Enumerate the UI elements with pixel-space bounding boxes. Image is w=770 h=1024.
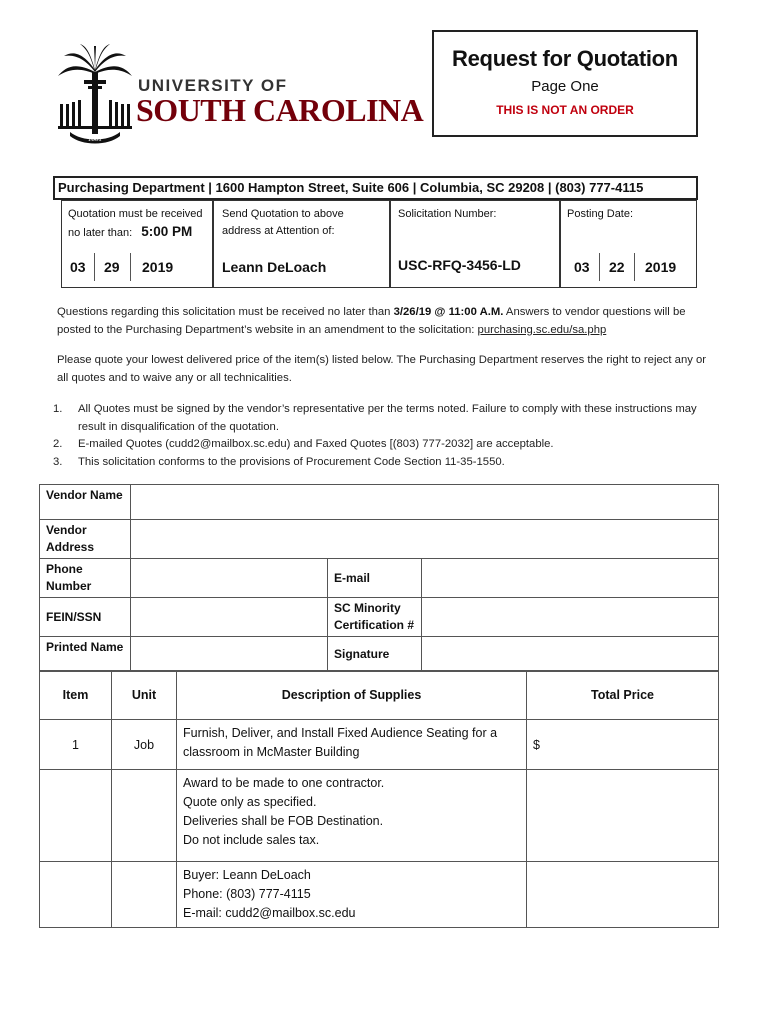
solicitation-number: USC-RFQ-3456-LD [398,257,521,273]
vendor-address-field[interactable] [131,520,719,559]
buyer-email: E-mail: cudd2@mailbox.sc.edu [183,906,356,920]
fein-field[interactable] [131,598,328,637]
header-item: Item [40,671,112,720]
buyer-contact [177,862,527,928]
fein-label: FEIN/SSN [40,598,131,637]
posting-date-box [560,200,697,288]
quote-instructions: Please quote your lowest delivered price of the item(s) listed below. The Purchasing Department reserves the right to reject any or all quotes and to waive any or all technicalities. [57,354,707,384]
row-description: Furnish, Deliver, and Install Fixed Audience Seating for a classroom in McMaster Building [177,720,527,770]
posting-month: 03 [574,259,590,275]
not-an-order-note: THIS IS NOT AN ORDER [496,103,634,117]
terms-list [53,401,713,471]
header-description: Description of Supplies [177,671,527,720]
header-unit: Unit [112,671,177,720]
posting-day: 22 [609,259,625,275]
table-row [40,770,719,862]
posting-year: 2019 [645,259,677,275]
vendor-address-label: Vendor Address [40,520,131,559]
rfq-page-label: Page One [531,78,599,95]
rfq-title: Request for Quotation [452,46,678,71]
supplies-table [39,670,719,928]
list-item: 3. This solicitation conforms to the provisions of Procurement Code Section 11-35-1550. [53,455,505,468]
printed-name-field[interactable] [131,637,328,672]
list-item: 1. All Quotes must be signed by the vendor’s representative per the terms noted. Failure to comply with these instructions may result in disqualification of the quotation. [53,403,697,433]
palmetto-tree-icon [56,42,136,146]
row-unit: Job [112,720,177,770]
purchasing-website-link[interactable]: purchasing.sc.edu/sa.php [477,323,607,336]
buyer-name: Buyer: Leann DeLoach [183,868,311,882]
minority-cert-field[interactable] [422,598,719,637]
vendor-name-label: Vendor Name [40,485,131,520]
logo-south-carolina: SOUTH CAROLINA [136,92,424,128]
email-field[interactable] [422,559,719,598]
header-total-price: Total Price [527,671,719,720]
attention-label-2: address at Attention of: [222,225,335,237]
attention-label-1: Send Quotation to above [222,208,344,220]
attention-box [213,200,390,288]
vendor-info-table [39,484,719,672]
rfq-title-box [432,30,698,137]
award-notes: Award to be made to one contractor. Quote only as specified. Deliveries shall be FOB Destination. Do not include sales tax. [177,770,527,862]
buyer-phone: Phone: (803) 777-4115 [183,887,311,901]
logo-university-of: UNIVERSITY OF [138,76,288,95]
questions-paragraph: Questions regarding this solicitation must be received no later than 3/26/19 @ 11:00 A.M. Answers to vendor questions will be posted to the Purchasing Department’s website in an amendment to the solicitation: purchasing.sc.edu/sa.php [57,306,686,336]
questions-deadline: 3/26/19 @ 11:00 A.M. [393,306,504,318]
minority-cert-label: SC Minority Certification # [328,598,422,637]
signature-field[interactable] [422,637,719,672]
posting-date-label: Posting Date: [567,208,634,220]
table-row [40,862,719,928]
attention-name: Leann DeLoach [222,259,327,275]
list-item: 2. E-mailed Quotes (cudd2@mailbox.sc.edu) and Faxed Quotes [(803) 777-2032] are acceptable. [53,438,554,450]
deadline-day: 29 [104,259,120,275]
signature-label: Signature [328,637,422,672]
row-total-price[interactable]: $ [527,720,719,770]
solicitation-box [390,200,560,288]
deadline-year: 2019 [142,259,174,275]
solicitation-label: Solicitation Number: [398,208,497,220]
phone-label: Phone Number [40,559,131,598]
printed-name-label: Printed Name [40,637,131,672]
deadline-time: 5:00 PM [141,224,193,239]
purchasing-department-bar: Purchasing Department | 1600 Hampton Street, Suite 606 | Columbia, SC 29208 | (803) 777-4115 [53,176,698,200]
vendor-name-field[interactable] [131,485,719,520]
deadline-month: 03 [70,259,86,275]
row-item: 1 [40,720,112,770]
deadline-label-1: Quotation must be received [68,208,203,220]
deadline-label-2: no later than: [68,227,133,239]
table-row [40,720,719,770]
email-label: E-mail [328,559,422,598]
deadline-box [61,200,213,288]
svg-text:1801: 1801 [88,135,102,143]
phone-field[interactable] [131,559,328,598]
